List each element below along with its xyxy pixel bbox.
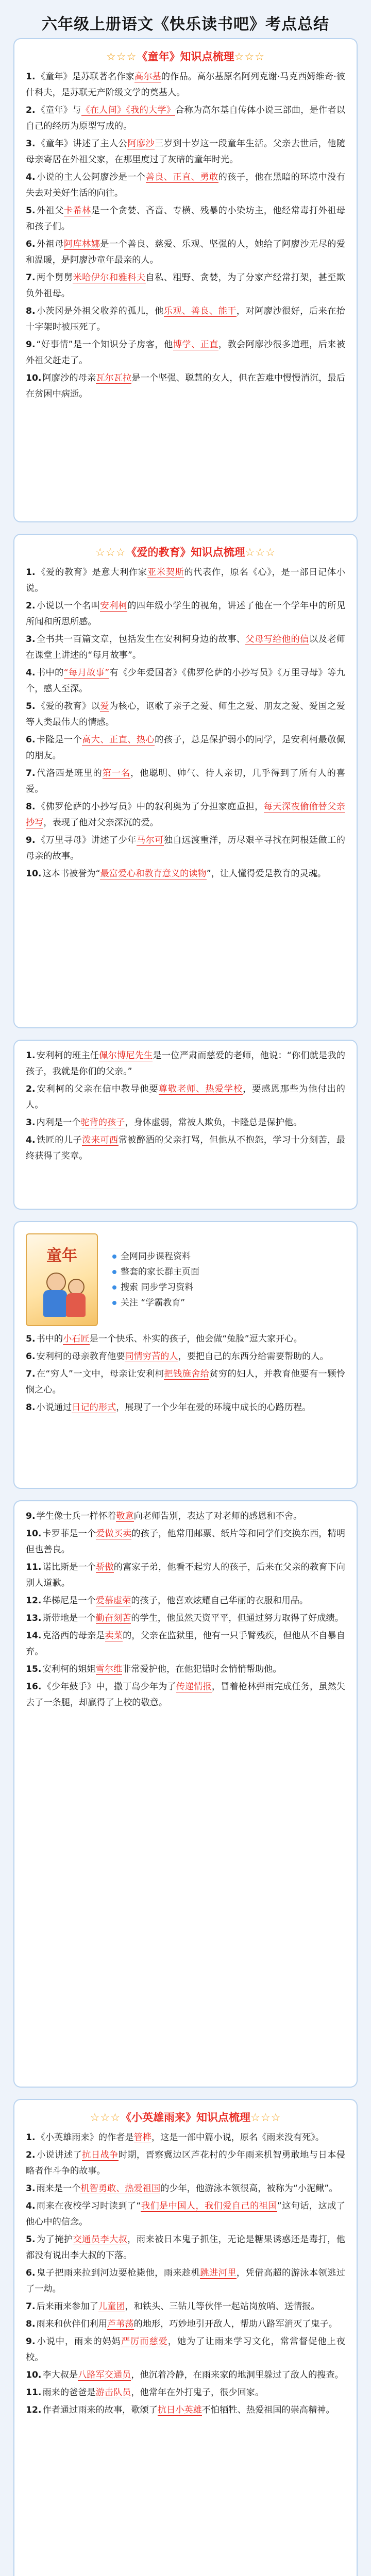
section-card <box>13 1040 358 1210</box>
point-text: 小说通过 <box>36 1402 72 1413</box>
point-number: 9. <box>26 835 36 845</box>
point-text: 外祖母 <box>36 239 64 249</box>
point-highlight: 骄傲 <box>96 1562 114 1572</box>
point-text: 的孩子，他在黑暗的环境中没有失去对美好生活的向往。 <box>26 172 345 198</box>
promo-line <box>112 1264 199 1280</box>
point-number: 9. <box>26 340 36 350</box>
point-number: 12. <box>26 1596 42 1606</box>
point-text: ，他沉着冷静，在雨来家的地洞里躲过了敌人的搜查。 <box>131 2370 344 2380</box>
point-text: 安利柯的姐姐 <box>42 1664 96 1674</box>
promo-line <box>112 1280 199 1295</box>
point-number: 10. <box>26 1529 42 1539</box>
point-text: “好事情”是一个知识分子房客，他 <box>36 340 173 350</box>
point-number: 8. <box>26 2319 36 2329</box>
point-text: 全书共一百篇文章，包括发生在安利柯身边的故事、 <box>36 634 246 645</box>
point-number: 11. <box>26 1562 42 1572</box>
point-text: 不怕牺牲、热爱祖国的崇高精神。 <box>201 2405 335 2415</box>
point-text: 以及老师在课堂上讲述的“每月故事”。 <box>26 634 345 660</box>
point-number: 9. <box>26 1511 36 1521</box>
point-number: 14. <box>26 1631 42 1641</box>
point-number: 7. <box>26 1369 36 1379</box>
point-text: 的作品。高尔基原名阿列克谢·马克西姆维奇·彼什科夫，是苏联无产阶级文学的奠基人。 <box>26 72 345 98</box>
point-text: 合称为高尔基自传体小说三部曲，是作者以自己的经历为原型写成的。 <box>26 105 345 131</box>
point-number: 9. <box>26 2336 36 2347</box>
point-text: 《万里寻母》讲述了少年 <box>36 835 137 845</box>
knowledge-point <box>26 1628 345 1660</box>
point-number: 4. <box>26 2201 36 2211</box>
point-text: 自私、粗野、贪婪，为了分家产经常打架，甚至欺负外祖母。 <box>26 273 345 299</box>
sections-container <box>13 38 358 2576</box>
point-text: 克洛西的母亲是 <box>42 1631 105 1641</box>
point-highlight: 敬意 <box>116 1511 134 1521</box>
point-text: 非常爱护他，在他犯错时会悄悄帮助他。 <box>122 1664 282 1674</box>
knowledge-point <box>26 2402 345 2418</box>
knowledge-point <box>26 2385 345 2401</box>
point-text: 是一个贪婪、吝啬、专横、残暴的小染坊主，他经常毒打外祖母和孩子们。 <box>26 206 345 232</box>
point-highlight: 抗日小英雄 <box>157 2405 202 2415</box>
point-highlight: 博学、正直 <box>173 340 218 350</box>
point-text: 诺比斯是一个 <box>42 1562 96 1572</box>
point-number: 6. <box>26 735 36 745</box>
promo-line-text: 整套的家长群主页面 <box>121 1267 199 1277</box>
point-text: 卡隆是一个 <box>36 735 82 745</box>
section-card <box>13 534 358 1028</box>
point-text: 后来雨来参加了 <box>36 2301 98 2312</box>
point-text: 的学生，他虽然天资平平，但通过努力取得了好成绩。 <box>131 1613 344 1623</box>
point-text: 的孩子，他喜欢炫耀自己华丽的衣服和用品。 <box>131 1596 309 1606</box>
point-text: 的四年级小学生的视角，讲述了他在一个学年中的所见所闻和所思所感。 <box>26 601 345 627</box>
point-highlight: 严厉而慈爱 <box>121 2336 168 2347</box>
knowledge-point <box>26 1560 345 1591</box>
point-text: 的孩子，总是保护弱小的同学，是安利柯最敬佩的朋友。 <box>26 735 345 761</box>
knowledge-point <box>26 565 345 597</box>
point-highlight: 卖菜 <box>105 1631 123 1641</box>
point-number: 8. <box>26 306 36 316</box>
knowledge-point <box>26 2299 345 2315</box>
knowledge-point <box>26 103 345 134</box>
knowledge-point <box>26 866 345 882</box>
point-text: 《爱的教育》以 <box>36 701 100 711</box>
point-highlight: 善良、正直、勇敢 <box>145 172 218 182</box>
knowledge-point <box>26 1611 345 1626</box>
knowledge-point <box>26 732 345 764</box>
point-number: 8. <box>26 1402 36 1413</box>
point-text: 学生像士兵一样怀着 <box>36 1511 116 1521</box>
knowledge-point <box>26 1349 345 1365</box>
point-number: 10. <box>26 869 42 879</box>
knowledge-point <box>26 2265 345 2297</box>
promo-line-text: 关注 “学霸教育” <box>121 1298 185 1308</box>
knowledge-point <box>26 1132 345 1164</box>
knowledge-point <box>26 1400 345 1416</box>
knowledge-point <box>26 2367 345 2383</box>
point-highlight: 交通员李大叔 <box>73 2234 128 2245</box>
point-highlight: 阿库林娜 <box>63 239 100 249</box>
point-text: ，要感恩那些为他付出的人。 <box>26 1084 345 1110</box>
point-number: 6. <box>26 239 36 249</box>
point-text: 小说中，雨来的妈妈 <box>36 2336 121 2347</box>
point-text: 为核心，讴歌了亲子之爱、师生之爱、朋友之爱、爱国之爱等人类最伟大的情感。 <box>26 701 345 727</box>
point-highlight: 每天深夜偷偷替父亲抄写 <box>26 802 345 828</box>
point-text: ，对阿廖沙很好，后来在抬十字架时被压死了。 <box>26 306 345 332</box>
point-text: 外祖父 <box>36 206 64 216</box>
knowledge-point <box>26 136 345 168</box>
point-text: 是一个坚强、聪慧的女人，但在苦难中慢慢消沉，最后在贫困中病逝。 <box>26 373 345 399</box>
knowledge-point <box>26 665 345 697</box>
point-text: 的富家子弟，他看不起穷人的孩子，后来在父亲的教育下向别人道歉。 <box>26 1562 345 1588</box>
section-card <box>13 2099 358 2576</box>
point-text: 小说讲述了 <box>36 2150 82 2160</box>
section-card <box>13 1221 358 1489</box>
knowledge-point <box>26 2232 345 2264</box>
point-text: 华梯尼是一个 <box>42 1596 96 1606</box>
point-text: ，表现了他对父亲深沉的爱。 <box>43 818 159 828</box>
point-highlight: 卡希林 <box>63 206 91 216</box>
cover-figure <box>46 1273 66 1292</box>
point-highlight: 我们是中国人，我们爱自己的祖国 <box>141 2201 277 2211</box>
point-number: 2. <box>26 1084 36 1094</box>
point-number: 16. <box>26 1682 42 1692</box>
point-highlight: 同情穷苦的人 <box>125 1351 178 1362</box>
stars-left: ☆☆☆ <box>95 546 126 558</box>
promo-text <box>112 1249 199 1311</box>
point-highlight: 第一名 <box>102 768 131 778</box>
point-highlight: 跳进河里 <box>200 2268 237 2278</box>
stars-right: ☆☆☆ <box>250 2111 281 2124</box>
point-number: 3. <box>26 2183 36 2194</box>
point-number: 5. <box>26 206 36 216</box>
point-text: ，他聪明、帅气、待人亲切，几乎得到了所有人的喜爱。 <box>26 768 345 794</box>
point-text: 代洛西是班里的 <box>36 768 103 778</box>
point-number: 2. <box>26 2150 36 2160</box>
knowledge-point <box>26 2198 345 2230</box>
point-text: ，冒着枪林弹雨完成任务，虽然失去了一条腿，却赢得了上校的敬意。 <box>26 1682 345 1708</box>
point-number: 11. <box>26 2387 42 2398</box>
point-number: 4. <box>26 1135 36 1145</box>
point-highlight: 泼来可西 <box>82 1135 119 1145</box>
point-highlight: 把钱施舍给 <box>164 1369 210 1379</box>
knowledge-point <box>26 598 345 630</box>
point-text: 作者通过雨来的故事，歌颂了 <box>42 2405 158 2415</box>
point-text: 《佛罗伦萨的小抄写员》中的叙利奥为了分担家庭重担， <box>36 802 264 812</box>
point-text: ，她为了让雨来学习文化，常常督促他上夜校。 <box>26 2336 345 2363</box>
knowledge-point <box>26 303 345 335</box>
point-text: 《童年》是苏联著名作家 <box>36 72 134 82</box>
point-text: 《爱的教育》是意大利作家 <box>36 567 147 578</box>
point-text: 安利柯的父亲在信中教导他要 <box>36 1084 159 1094</box>
point-highlight: 机智勇敢、热爱祖国 <box>80 2183 161 2194</box>
point-number: 13. <box>26 1613 42 1623</box>
point-text: 安利柯的母亲教育他要 <box>36 1351 125 1362</box>
point-highlight: 爱 <box>100 701 110 711</box>
knowledge-point <box>26 632 345 664</box>
point-text: 的少年，他游泳本领很高，被称为“小泥鳅”。 <box>160 2183 338 2194</box>
stars-right: ☆☆☆ <box>245 546 276 558</box>
point-text: 雨来在夜校学习时读到了“ <box>36 2201 141 2211</box>
point-text: 是一个快乐、朴实的孩子，他会做“兔脸”逗大家开心。 <box>89 1334 302 1344</box>
point-highlight: 阿廖沙 <box>127 139 155 149</box>
point-highlight: “每月故事” <box>63 668 110 678</box>
bullet-icon <box>112 1270 116 1274</box>
knowledge-point <box>26 1048 345 1080</box>
point-text: 《小英雄雨来》的作者是 <box>36 2132 134 2143</box>
knowledge-point <box>26 370 345 402</box>
knowledge-point <box>26 1679 345 1711</box>
section-heading-text: 《爱的教育》知识点梳理 <box>126 546 245 558</box>
point-text: 的，父亲在监狱里，他有一只手臂残疾，但他从不自暴自弃。 <box>26 1631 345 1657</box>
knowledge-point <box>26 1331 345 1347</box>
point-highlight: 驼背的孩子 <box>80 1117 125 1128</box>
point-text: ，要把自己的东西分给需要帮助的人。 <box>178 1351 329 1362</box>
point-highlight: 安利柯 <box>100 601 128 611</box>
point-text: ，他常年在外打鬼子，很少回家。 <box>131 2387 264 2398</box>
point-highlight: 《在人间》《我的大学》 <box>81 105 176 115</box>
point-number: 2. <box>26 105 36 115</box>
point-text: 内利是一个 <box>36 1117 81 1128</box>
point-highlight: 勤奋刻苦 <box>95 1613 131 1623</box>
knowledge-point <box>26 69 345 101</box>
knowledge-point <box>26 766 345 798</box>
point-text: 铁匠的儿子 <box>36 1135 82 1145</box>
point-text: 李大叔是 <box>42 2370 78 2380</box>
point-number: 8. <box>26 802 36 812</box>
point-highlight: 高尔基 <box>134 72 161 82</box>
point-highlight: 亚米契斯 <box>147 567 184 578</box>
point-text: ，身体虚弱，常被人欺负，卡隆总是保护他。 <box>125 1117 302 1128</box>
point-text: 书中的 <box>36 1334 63 1344</box>
point-text: 为了掩护 <box>36 2234 73 2245</box>
point-number: 6. <box>26 2268 36 2278</box>
point-text: 小茨冈是外祖父收养的孤儿，他 <box>36 306 164 316</box>
book-promo-row <box>26 1233 345 1326</box>
point-highlight: 八路军交通员 <box>78 2370 131 2380</box>
point-highlight: 爱慕虚荣 <box>95 1596 131 1606</box>
point-number: 5. <box>26 1334 36 1344</box>
knowledge-point <box>26 337 345 369</box>
point-highlight: 马尔可 <box>136 835 164 845</box>
point-highlight: 小石匠 <box>63 1334 90 1344</box>
book-cover-title: 童年 <box>46 1247 77 1265</box>
page-title: 六年级上册语文《快乐读书吧》考点总结 <box>42 15 329 33</box>
point-text: ，教会阿廖沙很多道理，后来被外祖父赶走了。 <box>26 340 345 366</box>
point-highlight: 最富爱心和教育意义的读物 <box>100 869 207 879</box>
point-text: 有《少年爱国者》《佛罗伦萨的小抄写员》《万里寻母》等九个，感人至深。 <box>26 668 345 694</box>
knowledge-point <box>26 833 345 865</box>
point-text: 雨来的爸爸是 <box>42 2387 96 2398</box>
point-text: 斯带地是一个 <box>42 1613 96 1623</box>
point-text: 小说的主人公阿廖沙是一个 <box>36 172 146 182</box>
point-number: 4. <box>26 668 36 678</box>
section-card <box>13 38 358 522</box>
section-heading <box>26 544 345 560</box>
bullet-icon <box>112 1255 116 1259</box>
knowledge-point <box>26 270 345 302</box>
section-heading-text: 《小英雄雨来》知识点梳理 <box>121 2111 250 2124</box>
point-number: 2. <box>26 601 36 611</box>
point-text: ，凭借高超的游泳本领逃过了一劫。 <box>26 2268 345 2294</box>
point-text: 鬼子把雨来拉到河边要枪毙他，雨来趁机 <box>36 2268 200 2278</box>
point-number: 1. <box>26 1050 36 1061</box>
point-number: 7. <box>26 2301 36 2312</box>
point-highlight: 传递情报 <box>176 1682 212 1692</box>
point-text: 小说以一个名叫 <box>36 601 100 611</box>
point-number: 7. <box>26 273 36 283</box>
point-highlight: 雪尔维 <box>95 1664 123 1674</box>
point-text: 雨来是一个 <box>36 2183 81 2194</box>
point-highlight: 儿童团 <box>98 2301 125 2312</box>
point-text: 是一个善良、慈爱、乐观、坚强的人，她给了阿廖沙无尽的爱和温暖，是阿廖沙童年最亲的人。 <box>26 239 345 265</box>
point-highlight: 日记的形式 <box>72 1402 116 1413</box>
cover-figure <box>43 1290 67 1317</box>
bullet-icon <box>112 1285 116 1290</box>
section-heading-text: 《童年》知识点梳理 <box>137 50 234 63</box>
promo-line-text: 全网同步课程资料 <box>121 1251 191 1262</box>
point-highlight: 佩尔博尼先生 <box>99 1050 153 1061</box>
knowledge-point <box>26 1662 345 1677</box>
point-number: 7. <box>26 768 36 778</box>
knowledge-point <box>26 1526 345 1558</box>
point-highlight: 游击队员 <box>95 2387 131 2398</box>
point-text: 三岁到十岁这一段童年生活。父亲去世后，他随母亲寄居在外祖父家，在那里度过了灰暗的童年时光。 <box>26 139 345 165</box>
knowledge-point <box>26 2130 345 2146</box>
point-text: 向老师告别，表达了对老师的感恩和不舍。 <box>133 1511 302 1521</box>
point-highlight: 芦苇荡 <box>107 2319 134 2329</box>
point-highlight: 尊敬老师、热爱学校 <box>158 1084 243 1094</box>
point-number: 5. <box>26 2234 36 2245</box>
point-text: ，和铁头、三钻儿等伙伴一起站岗放哨、送情报。 <box>125 2301 320 2312</box>
knowledge-point <box>26 799 345 831</box>
point-text: 在“穷人”一文中，母亲让安利柯 <box>36 1369 164 1379</box>
point-text: 这本书被誉为“ <box>42 869 100 879</box>
stars-left: ☆☆☆ <box>106 50 137 63</box>
promo-line-text: 搜索 同步学习资料 <box>121 1282 194 1293</box>
point-number: 15. <box>26 1664 42 1674</box>
promo-line <box>112 1295 199 1311</box>
point-number: 10. <box>26 2370 42 2380</box>
point-highlight: 瓦尔瓦拉 <box>96 373 132 383</box>
point-text: 阿廖沙的母亲 <box>42 373 96 383</box>
point-text: ”，让人懂得爱是教育的灵魂。 <box>206 869 327 879</box>
point-highlight: 管桦 <box>133 2132 151 2143</box>
point-text: ，雨来被日本鬼子抓住，无论是糖果诱惑还是毒打，他都没有说出李大叔的下落。 <box>26 2234 345 2261</box>
point-highlight: 爱做买卖 <box>96 1529 132 1539</box>
knowledge-point <box>26 2334 345 2366</box>
knowledge-point <box>26 2181 345 2197</box>
point-highlight: 乐观、善良、能干 <box>163 306 237 316</box>
section-heading <box>26 48 345 64</box>
point-highlight: 米哈伊尔和雅科夫 <box>73 273 146 283</box>
knowledge-point <box>26 699 345 731</box>
point-text: 卡罗菲是一个 <box>42 1529 96 1539</box>
point-number: 3. <box>26 1117 36 1128</box>
point-number: 12. <box>26 2405 42 2415</box>
point-number: 6. <box>26 1351 36 1362</box>
point-highlight: 父母写给他的信 <box>245 634 309 645</box>
point-text: 是一位严肃而慈爱的老师，他说：“你们就是我的孩子，我就是你们的父亲。” <box>26 1050 345 1077</box>
stars-left: ☆☆☆ <box>90 2111 121 2124</box>
knowledge-point <box>26 1115 345 1131</box>
book-cover-image <box>26 1233 98 1326</box>
knowledge-point <box>26 1593 345 1609</box>
cover-figure <box>66 1293 86 1317</box>
point-text: 的孩子，他常用邮票、纸片等和同学们交换东西，精明但也善良。 <box>26 1529 345 1555</box>
point-text: 书中的 <box>36 668 64 678</box>
knowledge-point <box>26 236 345 268</box>
point-highlight: 高大、正直、热心 <box>82 735 155 745</box>
point-text: 的代表作，原名《心》，是一部日记体小说。 <box>26 567 345 594</box>
point-text: 贫穷的妇人，并教育他要有一颗怜悯之心。 <box>26 1369 345 1395</box>
knowledge-point <box>26 1366 345 1398</box>
knowledge-point <box>26 170 345 201</box>
bullet-icon <box>112 1301 116 1305</box>
knowledge-point <box>26 1081 345 1113</box>
section-heading <box>26 2109 345 2125</box>
point-number: 1. <box>26 72 36 82</box>
point-text: 雨来和伙伴们利用 <box>36 2319 108 2329</box>
point-text: 《童年》与 <box>36 105 81 115</box>
point-number: 1. <box>26 567 36 578</box>
section-card <box>13 1500 358 2088</box>
point-text: 时期，晋察冀边区芦花村的少年雨来机智勇敢地与日本侵略者作斗争的故事。 <box>26 2150 345 2176</box>
point-text: 《少年鼓手》中，撒丁岛少年为了 <box>42 1682 176 1692</box>
point-text: 《童年》讲述了主人公 <box>36 139 128 149</box>
point-number: 5. <box>26 701 36 711</box>
knowledge-point <box>26 1509 345 1524</box>
stars-right: ☆☆☆ <box>234 50 265 63</box>
point-text: 独自远渡重洋，历尽艰辛寻找在阿根廷做工的母亲的故事。 <box>26 835 345 861</box>
point-highlight: 抗日战争 <box>82 2150 119 2160</box>
point-text: ，这是一部中篇小说，原名《雨来没有死》。 <box>151 2132 325 2143</box>
knowledge-point <box>26 2316 345 2332</box>
knowledge-point <box>26 2147 345 2179</box>
point-number: 4. <box>26 172 36 182</box>
point-text: 的地形，巧妙地引开敌人，帮助八路军消灭了鬼子。 <box>133 2319 338 2329</box>
point-text: ，展现了一个少年在爱的环境中成长的心路历程。 <box>116 1402 311 1413</box>
point-text: 常被醉酒的父亲打骂，但他从不抱怨，学习十分刻苦，最终获得了奖章。 <box>26 1135 345 1161</box>
promo-line <box>112 1249 199 1264</box>
point-text: ”这句话，这成了他心中的信念。 <box>26 2201 345 2227</box>
point-text: 安利柯的班主任 <box>36 1050 99 1061</box>
point-number: 10. <box>26 373 42 383</box>
point-text: 两个舅舅 <box>36 273 73 283</box>
point-number: 3. <box>26 634 36 645</box>
knowledge-point <box>26 203 345 235</box>
point-number: 3. <box>26 139 36 149</box>
point-number: 1. <box>26 2132 36 2143</box>
